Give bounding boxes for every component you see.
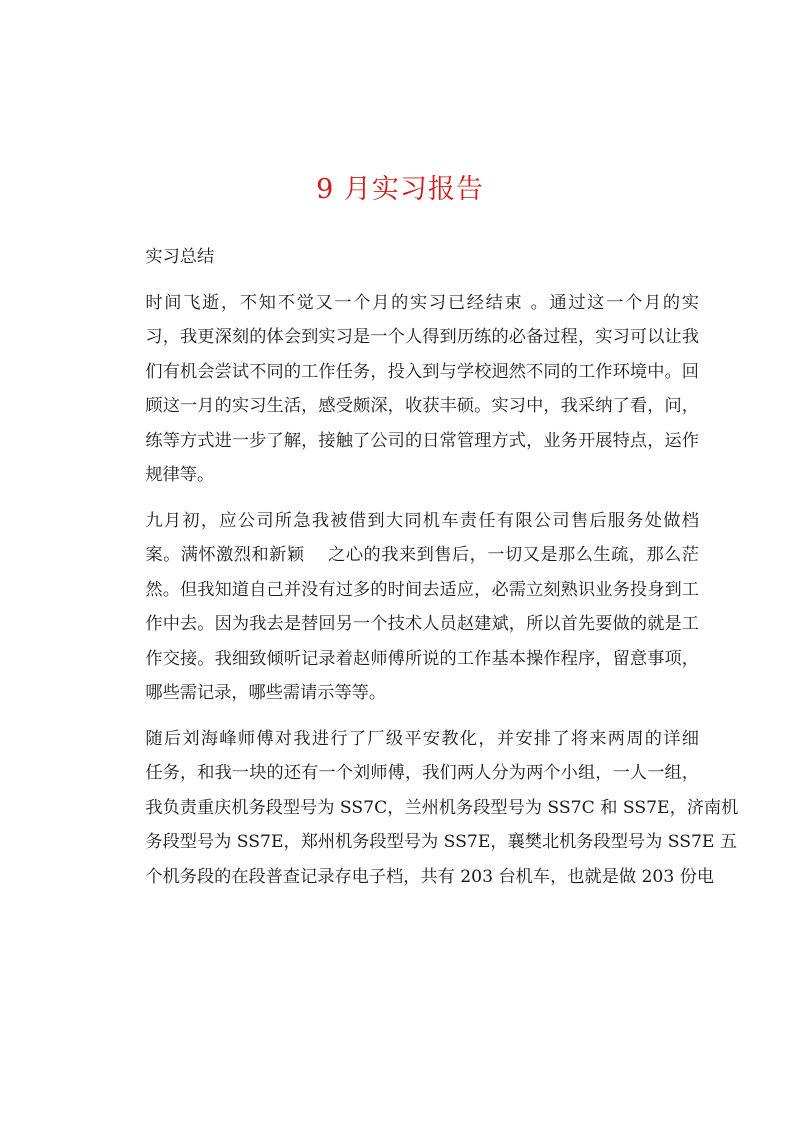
paragraph-line: 哪些需记录，哪些需请示等等。 bbox=[145, 683, 387, 703]
paragraph-line: 务段型号为 SS7E，郑州机务段型号为 SS7E，襄樊北机务段型号为 SS7E 五 bbox=[145, 832, 738, 852]
paragraph-2 bbox=[111, 504, 699, 711]
paragraph-line: 习，我更深刻的体会到实习是一个人得到历练的必备过程，实习可以让我 bbox=[145, 327, 699, 347]
paragraph-3 bbox=[111, 722, 739, 895]
paragraph-line: 们有机会尝试不同的工作任务，投入到与学校迥然不同的工作环境中。回 bbox=[145, 361, 699, 382]
paragraph-line: 随后刘海峰师傅对我进行了厂级平安教化，并安排了将来两周的详细 bbox=[145, 728, 699, 749]
paragraph-line: 规律等。 bbox=[145, 465, 215, 485]
paragraph-line: 九月初，应公司所急我被借到大同机车责任有限公司售后服务处做档 bbox=[145, 510, 699, 531]
paragraph-line: 作交接。我细致倾听记录着赵师傅所说的工作基本操作程序，留意事项， bbox=[145, 648, 699, 669]
paragraph-line: 然。但我知道自己并没有过多的时间去适应，必需立刻熟识业务投身到工 bbox=[145, 579, 699, 600]
paragraph-line: 我负责重庆机务段型号为 SS7C，兰州机务段型号为 SS7C 和 SS7E，济南机 bbox=[145, 797, 739, 818]
paragraph-line: 案。满怀激烈和新颖 之心的我来到售后，一切又是那么生疏，那么茫 bbox=[145, 545, 699, 565]
paragraph-line: 时间飞逝，不知不觉又一个月的实习已经结束 。通过这一个月的实 bbox=[145, 292, 699, 313]
paragraph-line: 作中去。因为我去是替回另一个技术人员赵建斌，所以首先要做的就是工 bbox=[145, 614, 699, 634]
section-heading: 实习总结 bbox=[145, 247, 215, 267]
paragraph-line: 个机务段的在段普查记录存电子档，共有 203 台机车，也就是做 203 份电 bbox=[145, 866, 715, 887]
paragraph-1 bbox=[111, 286, 699, 493]
paragraph-line: 练等方式进一步了解，接触了公司的日常管理方式，业务开展特点，运作 bbox=[145, 430, 699, 451]
document-body bbox=[111, 240, 739, 894]
document-title: 9 月实习报告 bbox=[316, 174, 484, 205]
paragraph-line: 顾这一月的实习生活，感受颇深，收获丰硕。实习中，我采纳了看，问， bbox=[145, 396, 699, 416]
paragraph-line: 任务，和我一块的还有一个刘师傅，我们两人分为两个小组，一人一组， bbox=[145, 763, 699, 783]
